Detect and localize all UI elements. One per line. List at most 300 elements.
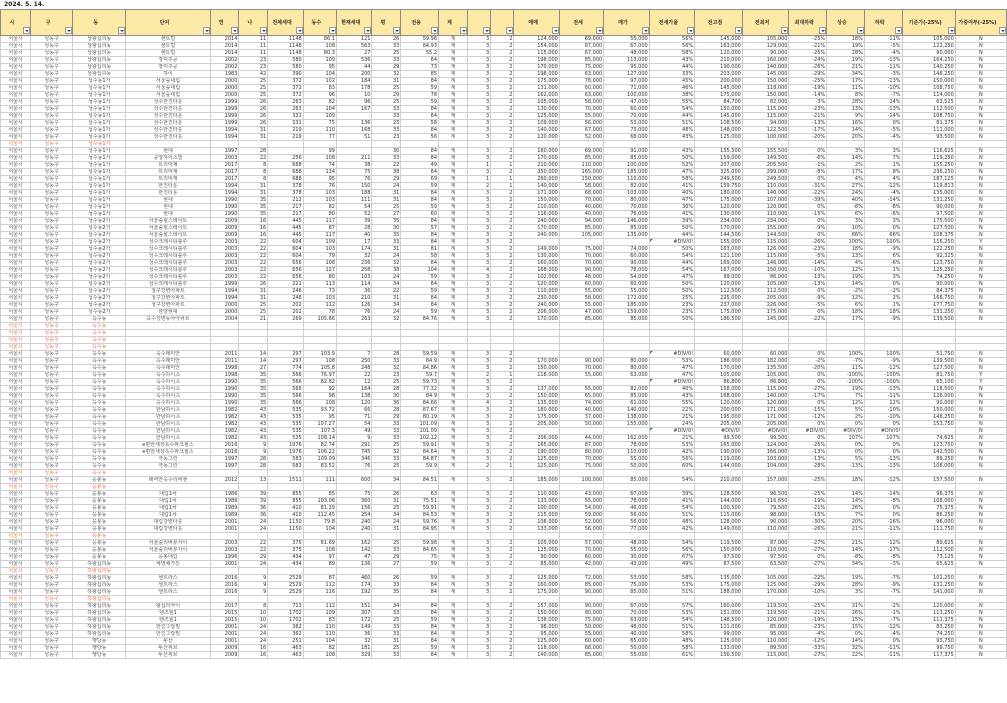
table-cell[interactable] [126,141,210,148]
table-cell[interactable]: 1990 [210,211,239,218]
table-cell[interactable]: 성수크레시티블루 [126,246,210,253]
table-cell[interactable]: 옥수하이츠 [126,386,210,393]
table-cell[interactable]: 73 [303,288,336,295]
table-cell[interactable]: 33 [372,57,401,64]
table-cell[interactable]: 182,000 [742,358,789,365]
table-cell[interactable]: 응봉동 [73,554,126,561]
table-cell[interactable]: 23 [372,120,401,127]
table-cell[interactable]: -27% [789,561,827,568]
table-cell[interactable]: 31 [372,295,401,302]
table-cell[interactable]: 2003 [210,547,239,554]
table-cell[interactable]: 서울시 [1,239,31,246]
table-cell[interactable]: 성동구 [30,85,72,92]
table-cell[interactable]: 14 [239,358,268,365]
table-cell[interactable]: N [955,554,1006,561]
table-cell[interactable]: 169,000 [695,260,743,267]
table-cell[interactable]: 10 [239,610,268,617]
table-cell[interactable] [467,141,490,148]
table-cell[interactable] [372,484,401,491]
table-cell[interactable]: 50% [649,316,694,323]
table-cell[interactable]: 서울숲힐스테이트 [126,218,210,225]
table-cell[interactable]: 39 [337,218,372,225]
table-cell[interactable]: 상왕십리동 [73,71,126,78]
table-cell[interactable]: -2% [864,603,902,610]
table-cell[interactable]: 2003 [210,155,239,162]
table-cell[interactable]: 옥수하이츠 [126,400,210,407]
column-header[interactable] [401,10,439,36]
table-cell[interactable]: 성동구 [30,358,72,365]
table-cell[interactable] [210,323,239,330]
table-cell[interactable]: 0% [789,288,827,295]
table-cell[interactable]: 104 [303,71,336,78]
table-cell[interactable]: 186,000 [695,358,743,365]
table-cell[interactable]: 성동구 [30,575,72,582]
table-cell[interactable]: 서울시 [1,148,31,155]
table-cell[interactable] [126,568,210,575]
table-cell[interactable]: 서울숲힐스테이트 [126,232,210,239]
table-cell[interactable]: 서울시 [1,106,31,113]
filter-dropdown-icon[interactable] [65,27,72,34]
table-cell[interactable]: 35 [239,393,268,400]
table-cell[interactable]: 성동구 [30,414,72,421]
table-cell[interactable]: 117 [303,232,336,239]
table-cell[interactable]: 하왕십리동 [73,589,126,596]
table-cell[interactable]: 100,500 [695,505,743,512]
table-cell[interactable]: 126 [337,302,372,309]
table-cell[interactable]: 170,000 [695,365,743,372]
table-cell[interactable] [604,428,649,435]
table-cell[interactable]: 55,000 [604,652,649,659]
table-cell[interactable]: 86.1 [303,36,336,43]
table-cell[interactable]: 159,750 [695,183,743,190]
table-cell[interactable]: 151,000 [695,610,743,617]
table-cell[interactable]: 50% [649,155,694,162]
table-cell[interactable]: 7% [827,393,865,400]
table-cell[interactable]: 옥수동 [73,323,126,330]
table-cell[interactable]: 8 [239,176,268,183]
table-cell[interactable] [695,330,743,337]
table-cell[interactable]: 33 [372,624,401,631]
table-cell[interactable] [401,330,439,337]
table-cell[interactable]: 99,000 [695,274,743,281]
table-cell[interactable]: 136 [337,561,372,568]
table-cell[interactable]: 74,625 [902,435,955,442]
table-cell[interactable]: 87,500 [695,561,743,568]
table-cell[interactable]: -13% [864,456,902,463]
table-cell[interactable] [372,470,401,477]
table-cell[interactable]: 9 [239,449,268,456]
table-cell[interactable]: 110 [303,631,336,638]
table-cell[interactable]: 84 [401,106,439,113]
table-cell[interactable]: 40% [649,386,694,393]
table-cell[interactable]: 1982 [210,428,239,435]
table-cell[interactable]: 68,000 [604,134,649,141]
table-cell[interactable]: 옥수동 [73,358,126,365]
table-cell[interactable]: 110,000 [604,176,649,183]
table-cell[interactable] [239,323,268,330]
table-cell[interactable]: 2003 [210,260,239,267]
table-cell[interactable]: 1999 [210,106,239,113]
table-cell[interactable]: 성수동1가 [73,134,126,141]
table-cell[interactable]: 계 [439,652,468,659]
table-cell[interactable]: 131,000 [514,85,559,92]
table-cell[interactable]: 옥수동 [73,337,126,344]
table-cell[interactable]: 1994 [210,134,239,141]
table-cell[interactable] [239,344,268,351]
table-cell[interactable]: 38 [372,267,401,274]
table-cell[interactable]: 2000 [210,92,239,99]
table-cell[interactable]: 계 [439,274,468,281]
table-cell[interactable]: 성동구 [30,197,72,204]
table-cell[interactable]: 108 [303,43,336,50]
table-cell[interactable]: 서울시 [1,141,31,148]
table-cell[interactable]: 성동구 [30,505,72,512]
table-cell[interactable]: 성동구 [30,449,72,456]
table-cell[interactable]: 33 [372,610,401,617]
table-cell[interactable]: 계 [439,547,468,554]
table-cell[interactable]: 2 [491,246,514,253]
table-cell[interactable]: 3 [467,57,490,64]
table-cell[interactable]: 2 [491,540,514,547]
table-cell[interactable]: 8 [239,162,268,169]
table-cell[interactable]: -33% [789,645,827,652]
table-cell[interactable]: 1 [467,162,490,169]
table-cell[interactable]: N [955,162,1006,169]
table-cell[interactable]: 1148 [268,43,303,50]
table-cell[interactable]: 서울시 [1,407,31,414]
table-cell[interactable]: 56,000 [559,526,603,533]
table-cell[interactable]: 346 [337,456,372,463]
table-cell[interactable]: 27% [827,183,865,190]
table-cell[interactable]: 계 [439,253,468,260]
table-cell[interactable]: 90,000 [902,400,955,407]
table-cell[interactable]: 14% [827,491,865,498]
table-cell[interactable]: 서울시 [1,652,31,659]
table-cell[interactable]: 75 [303,120,336,127]
table-cell[interactable]: 170,000 [514,225,559,232]
table-cell[interactable]: 성수동1가 [73,211,126,218]
table-cell[interactable]: 111,750 [902,526,955,533]
table-cell[interactable]: 1994 [210,127,239,134]
table-cell[interactable]: 119,500 [742,610,789,617]
table-cell[interactable]: 73,125 [902,554,955,561]
table-cell[interactable]: 84 [401,582,439,589]
table-cell[interactable]: 2012 [210,477,239,484]
table-cell[interactable] [439,337,468,344]
table-cell[interactable]: 3 [467,386,490,393]
table-cell[interactable]: 105.86 [303,316,336,323]
table-cell[interactable]: 108 [303,400,336,407]
table-cell[interactable]: 2 [491,358,514,365]
table-cell[interactable]: 19% [827,575,865,582]
table-cell[interactable]: 53,000 [604,120,649,127]
table-cell[interactable]: -14% [864,113,902,120]
table-cell[interactable]: 31 [239,190,268,197]
table-cell[interactable]: 성수동2가 [73,232,126,239]
table-cell[interactable] [864,330,902,337]
table-cell[interactable]: 8 [239,603,268,610]
table-cell[interactable]: 계 [439,491,468,498]
table-cell[interactable]: 서울시 [1,512,31,519]
table-cell[interactable]: 0% [789,400,827,407]
table-cell[interactable]: 120,000 [695,281,743,288]
table-cell[interactable] [649,484,694,491]
table-cell[interactable]: 성동구 [30,386,72,393]
table-cell[interactable]: 성수한진타운 [126,134,210,141]
table-cell[interactable]: 583 [268,463,303,470]
table-cell[interactable]: 202 [268,309,303,316]
table-cell[interactable]: 325,000 [695,169,743,176]
table-cell[interactable] [649,337,694,344]
table-cell[interactable]: 1990 [210,400,239,407]
table-cell[interactable]: 145,000 [742,71,789,78]
table-cell[interactable]: 0% [789,351,827,358]
table-cell[interactable]: 계 [439,71,468,78]
table-cell[interactable]: 22 [372,162,401,169]
table-cell[interactable]: 계 [439,162,468,169]
table-cell[interactable]: 28 [372,386,401,393]
table-cell[interactable]: 105,000 [902,36,955,43]
table-cell[interactable]: 26 [372,36,401,43]
table-cell[interactable]: 82 [303,645,336,652]
table-cell[interactable]: 2 [491,645,514,652]
table-cell[interactable]: 3 [467,190,490,197]
table-cell[interactable]: 111,375 [902,617,955,624]
table-cell[interactable]: 70,000 [559,106,603,113]
table-cell[interactable]: 160,000 [514,582,559,589]
table-cell[interactable]: 48,000 [604,624,649,631]
table-cell[interactable] [695,533,743,540]
table-cell[interactable]: 36 [337,631,372,638]
table-cell[interactable]: 서울시 [1,498,31,505]
table-cell[interactable]: -7% [864,589,902,596]
table-cell[interactable]: 2009 [210,232,239,239]
table-cell[interactable]: 계 [439,505,468,512]
table-cell[interactable]: N [955,519,1006,526]
table-cell[interactable]: 서울시 [1,169,31,176]
filter-dropdown-icon[interactable] [203,27,210,34]
table-cell[interactable]: 61% [649,652,694,659]
table-cell[interactable]: 90,000 [559,603,603,610]
table-cell[interactable]: 서울시 [1,288,31,295]
table-cell[interactable]: 254 [337,512,372,519]
table-cell[interactable]: 81,750 [902,372,955,379]
table-cell[interactable] [126,337,210,344]
table-cell[interactable] [337,533,372,540]
table-cell[interactable] [491,596,514,603]
table-cell[interactable] [604,379,649,386]
table-cell[interactable]: 36% [649,204,694,211]
table-cell[interactable]: 두산위브 [126,652,210,659]
table-cell[interactable] [372,141,401,148]
table-cell[interactable]: 1994 [210,295,239,302]
table-cell[interactable] [827,330,865,337]
table-cell[interactable] [401,568,439,575]
table-cell[interactable]: 600 [337,477,372,484]
table-cell[interactable]: 50,000 [604,645,649,652]
table-cell[interactable]: 205,000 [514,421,559,428]
table-cell[interactable]: 서울시 [1,113,31,120]
table-cell[interactable]: 성동구 [30,232,72,239]
column-header[interactable] [695,10,743,36]
table-cell[interactable]: 74,250 [902,631,955,638]
table-cell[interactable]: 3 [467,624,490,631]
table-cell[interactable] [902,596,955,603]
table-cell[interactable]: 149,000 [514,246,559,253]
table-cell[interactable]: 32% [827,645,865,652]
table-cell[interactable]: 90,000 [559,267,603,274]
table-cell[interactable]: N [955,316,1006,323]
table-cell[interactable]: 서울시 [1,43,31,50]
table-cell[interactable]: 계 [439,43,468,50]
table-cell[interactable]: 3 [467,316,490,323]
table-cell[interactable]: 서울시 [1,127,31,134]
table-cell[interactable]: 165,000 [695,442,743,449]
table-cell[interactable]: 옥수동 [73,470,126,477]
table-cell[interactable]: 133,000 [695,645,743,652]
table-cell[interactable]: 성동구 [30,470,72,477]
table-cell[interactable]: 167 [337,106,372,113]
table-cell[interactable]: 76 [337,463,372,470]
table-cell[interactable]: 성동구 [30,120,72,127]
table-cell[interactable]: 55,000 [604,288,649,295]
table-cell[interactable]: 24 [372,274,401,281]
table-cell[interactable]: N [955,624,1006,631]
table-cell[interactable]: 65,100 [902,379,955,386]
table-cell[interactable]: -10% [789,267,827,274]
table-cell[interactable]: 19% [827,43,865,50]
table-cell[interactable]: 115,000 [742,113,789,120]
table-cell[interactable]: 3 [467,652,490,659]
table-cell[interactable]: 68,000 [559,645,603,652]
table-cell[interactable]: 2 [491,225,514,232]
table-cell[interactable]: 2009 [210,218,239,225]
table-cell[interactable]: 계 [439,316,468,323]
table-cell[interactable] [649,344,694,351]
table-cell[interactable]: 2003 [210,246,239,253]
table-cell[interactable]: 서울시 [1,281,31,288]
table-cell[interactable]: 102,000 [514,274,559,281]
table-cell[interactable]: 서울숲대림 [126,85,210,92]
table-cell[interactable] [604,533,649,540]
table-cell[interactable]: 113,250 [902,610,955,617]
table-cell[interactable]: 30 [372,393,401,400]
table-cell[interactable]: 55,000 [604,36,649,43]
table-cell[interactable]: 144,000 [695,463,743,470]
table-cell[interactable]: N [955,50,1006,57]
table-cell[interactable]: 110,000 [742,526,789,533]
table-cell[interactable]: 2 [491,50,514,57]
table-cell[interactable]: 2002 [210,64,239,71]
table-cell[interactable]: 28 [239,456,268,463]
table-cell[interactable]: 39 [239,491,268,498]
table-cell[interactable]: 115,000 [742,386,789,393]
table-cell[interactable]: 167,000 [695,267,743,274]
table-cell[interactable]: 39% [649,491,694,498]
table-cell[interactable]: 세영채가든 [126,561,210,568]
table-cell[interactable]: 50% [649,225,694,232]
table-cell[interactable]: 97,000 [604,78,649,85]
table-cell[interactable]: 3 [467,232,490,239]
table-cell[interactable]: 140,000 [742,64,789,71]
table-cell[interactable] [742,323,789,330]
table-cell[interactable]: 17 [337,239,372,246]
table-cell[interactable]: 80.3 [303,50,336,57]
table-cell[interactable]: 48% [649,638,694,645]
table-cell[interactable]: 28 [337,225,372,232]
table-cell[interactable] [604,596,649,603]
table-cell[interactable]: 2 [491,316,514,323]
table-cell[interactable]: 107,000 [742,197,789,204]
table-cell[interactable]: 성동구 [30,99,72,106]
table-cell[interactable]: 성수크레시티블루 [126,274,210,281]
table-cell[interactable]: 옥수동 [73,435,126,442]
table-cell[interactable]: 성동구 [30,610,72,617]
filter-dropdown-icon[interactable] [296,27,303,34]
table-cell[interactable]: -27% [789,547,827,554]
table-cell[interactable]: 트리마제 [126,169,210,176]
table-cell[interactable]: 56% [649,43,694,50]
table-cell[interactable]: 2 [491,253,514,260]
table-cell[interactable]: 52 [337,211,372,218]
table-cell[interactable]: 105,000 [514,540,559,547]
table-cell[interactable]: N [955,582,1006,589]
table-cell[interactable]: -7% [864,617,902,624]
table-cell[interactable]: 100% [827,351,865,358]
table-cell[interactable]: 86,000 [742,274,789,281]
table-cell[interactable]: 855 [268,498,303,505]
table-cell[interactable]: 3% [864,274,902,281]
table-cell[interactable]: 33 [372,127,401,134]
table-cell[interactable]: 112 [303,582,336,589]
table-cell[interactable]: 2001 [210,519,239,526]
table-cell[interactable]: 55,000 [559,372,603,379]
table-cell[interactable]: 성동구 [30,204,72,211]
table-cell[interactable]: 58,000 [559,183,603,190]
table-cell[interactable] [827,141,865,148]
table-cell[interactable]: 53% [649,358,694,365]
table-cell[interactable]: 응봉동 [73,540,126,547]
table-cell[interactable]: #DIV/0! [649,351,694,358]
table-cell[interactable]: 3 [467,645,490,652]
table-cell[interactable]: #DIV/0! [789,428,827,435]
table-cell[interactable]: 성수한진타운 [126,99,210,106]
table-cell[interactable]: 31 [239,127,268,134]
table-cell[interactable] [742,141,789,148]
table-cell[interactable]: 3 [467,64,490,71]
table-cell[interactable]: 옥수동 [73,414,126,421]
table-cell[interactable]: 성수동2가 [73,267,126,274]
table-cell[interactable]: 7 [337,351,372,358]
table-cell[interactable]: 81.29 [303,505,336,512]
table-cell[interactable]: 서울시 [1,533,31,540]
table-cell[interactable]: 67,000 [604,43,649,50]
table-cell[interactable]: 33 [372,428,401,435]
table-cell[interactable]: 25 [239,85,268,92]
table-cell[interactable]: 713 [268,603,303,610]
table-cell[interactable]: 58% [649,50,694,57]
table-cell[interactable] [439,596,468,603]
table-cell[interactable]: 99,000 [695,631,743,638]
table-cell[interactable]: 14% [827,281,865,288]
table-cell[interactable]: 84 [401,197,439,204]
table-cell[interactable]: 72,000 [559,575,603,582]
table-cell[interactable]: 26 [239,281,268,288]
table-cell[interactable]: 2529 [268,575,303,582]
table-cell[interactable]: 성수동1가 [73,197,126,204]
table-cell[interactable]: 13 [239,477,268,484]
table-cell[interactable]: 73 [401,64,439,71]
